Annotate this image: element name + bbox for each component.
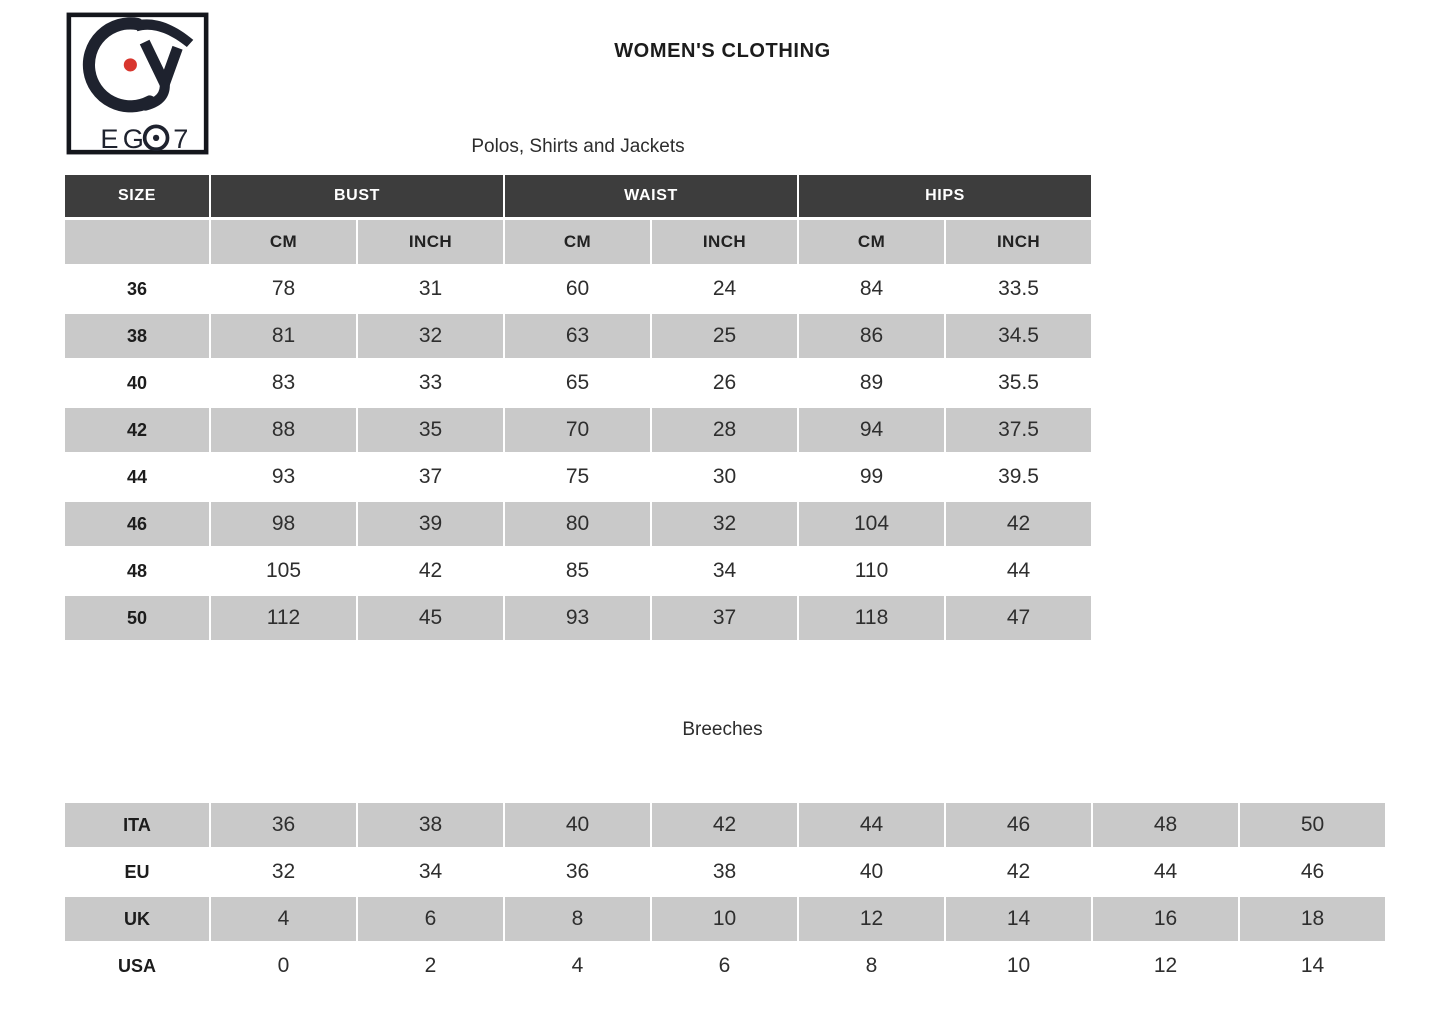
- size-value: 16: [1093, 897, 1238, 941]
- size-column-header: SIZE: [65, 175, 209, 217]
- measurement-value: 35: [358, 408, 503, 452]
- measurement-value: 33.5: [998, 277, 1039, 300]
- size-value: 18: [1240, 897, 1385, 941]
- measurement-value: 37: [652, 596, 797, 640]
- measurement-value: 33: [418, 371, 443, 394]
- size-value: 14: [946, 897, 1091, 941]
- size-value: 42: [1006, 860, 1031, 883]
- size-value: 4: [571, 954, 584, 977]
- size-label: 36: [126, 278, 148, 299]
- size-value: 36: [565, 860, 590, 883]
- measurement-value: 31: [418, 277, 443, 300]
- measurement-value: 34: [712, 559, 737, 582]
- measurement-value: 63: [505, 314, 650, 358]
- size-value: 40: [505, 803, 650, 847]
- units-header-row: [65, 220, 1091, 264]
- size-value: 42: [652, 803, 797, 847]
- measurement-value: 105: [265, 559, 302, 582]
- measurement-value: 93: [271, 465, 296, 488]
- size-value: 6: [358, 897, 503, 941]
- size-value: 46: [1300, 860, 1325, 883]
- measurement-value: 39.5: [998, 465, 1039, 488]
- measurement-value: 88: [211, 408, 356, 452]
- size-value: 34: [418, 860, 443, 883]
- size-value: 38: [358, 803, 503, 847]
- measurement-value: 44: [1006, 559, 1031, 582]
- unit-label: INCH: [652, 220, 797, 264]
- measurement-value: 112: [211, 596, 356, 640]
- waist-group-header: WAIST: [505, 175, 797, 217]
- measurement-value: 110: [854, 559, 889, 582]
- measurement-value: 104: [799, 502, 944, 546]
- unit-label: CM: [799, 220, 944, 264]
- size-value: 2: [424, 954, 437, 977]
- size-value: 32: [271, 860, 296, 883]
- measurement-value: 35.5: [998, 371, 1039, 394]
- measurement-value: 83: [271, 371, 296, 394]
- table-row: [65, 361, 1091, 405]
- bust-group-header: BUST: [211, 175, 503, 217]
- measurement-value: 60: [565, 277, 590, 300]
- unit-label: INCH: [946, 220, 1091, 264]
- measurement-value: 28: [652, 408, 797, 452]
- polos-size-table: [63, 172, 1093, 643]
- size-value: 40: [859, 860, 884, 883]
- horse-head-logo-icon: [66, 12, 209, 155]
- measurement-value: 42: [418, 559, 443, 582]
- measurement-value: 81: [211, 314, 356, 358]
- unit-label: CM: [505, 220, 650, 264]
- brand-logo: [66, 12, 209, 155]
- region-label: USA: [117, 955, 156, 976]
- measurement-value: 45: [358, 596, 503, 640]
- size-value: 4: [211, 897, 356, 941]
- measurement-value: 94: [799, 408, 944, 452]
- measurement-value: 78: [271, 277, 296, 300]
- size-value: 0: [277, 954, 290, 977]
- table-row: [65, 314, 1091, 358]
- measurement-value: 26: [712, 371, 737, 394]
- hips-group-header: HIPS: [799, 175, 1091, 217]
- region-label: EU: [124, 861, 150, 882]
- size-value: 12: [1153, 954, 1178, 977]
- table-row: [65, 803, 1385, 847]
- table-row: [65, 267, 1091, 311]
- measurement-value: 32: [358, 314, 503, 358]
- measurement-value: 80: [505, 502, 650, 546]
- breeches-table-body: [65, 803, 1385, 988]
- measurement-value: 30: [712, 465, 737, 488]
- measurement-value: 85: [565, 559, 590, 582]
- size-label: 40: [126, 372, 148, 393]
- size-value: 12: [799, 897, 944, 941]
- size-value: 10: [652, 897, 797, 941]
- size-value: 14: [1300, 954, 1325, 977]
- table-row: [65, 455, 1091, 499]
- measurement-value: 89: [859, 371, 884, 394]
- region-label: UK: [65, 897, 209, 941]
- measurement-value: 65: [565, 371, 590, 394]
- table-row: [65, 408, 1091, 452]
- size-label: 44: [126, 466, 148, 487]
- polos-table-body: [65, 267, 1091, 640]
- measurement-value: 37.5: [946, 408, 1091, 452]
- table-row: [65, 944, 1385, 988]
- measurement-value: 42: [946, 502, 1091, 546]
- size-value: 46: [946, 803, 1091, 847]
- size-value: 44: [799, 803, 944, 847]
- size-value: 50: [1240, 803, 1385, 847]
- table-row: [65, 850, 1385, 894]
- logo-wordmark-eg: EG: [100, 122, 149, 154]
- measurement-value: 47: [946, 596, 1091, 640]
- unit-label: CM: [211, 220, 356, 264]
- size-label: 46: [65, 502, 209, 546]
- measurement-value: 118: [799, 596, 944, 640]
- breeches-table-title: Breeches: [682, 719, 763, 740]
- size-value: 8: [865, 954, 878, 977]
- measurement-value: 99: [859, 465, 884, 488]
- measurement-value: 93: [505, 596, 650, 640]
- measurement-value: 98: [211, 502, 356, 546]
- size-value: 8: [505, 897, 650, 941]
- size-label: 38: [65, 314, 209, 358]
- measurement-value: 34.5: [946, 314, 1091, 358]
- size-value: 38: [712, 860, 737, 883]
- polos-table-title: Polos, Shirts and Jackets: [471, 136, 685, 157]
- size-value: 44: [1153, 860, 1178, 883]
- size-value: 6: [718, 954, 731, 977]
- size-value: 36: [211, 803, 356, 847]
- measurement-value: 75: [565, 465, 590, 488]
- breeches-size-table: [63, 800, 1387, 991]
- size-label: 48: [126, 560, 148, 581]
- units-corner-cell: [65, 220, 209, 264]
- table-row: [65, 897, 1385, 941]
- measurement-value: 24: [712, 277, 737, 300]
- measurement-value: 37: [418, 465, 443, 488]
- size-label: 50: [65, 596, 209, 640]
- size-value: 10: [1006, 954, 1031, 977]
- table-row: [65, 596, 1091, 640]
- measurement-value: 25: [652, 314, 797, 358]
- page-title: WOMEN'S CLOTHING: [614, 40, 831, 62]
- measurement-value: 32: [652, 502, 797, 546]
- measurement-value: 70: [505, 408, 650, 452]
- size-label: 42: [65, 408, 209, 452]
- table-row: [65, 549, 1091, 593]
- unit-label: INCH: [358, 220, 503, 264]
- region-label: ITA: [65, 803, 209, 847]
- size-value: 48: [1093, 803, 1238, 847]
- table-row: [65, 502, 1091, 546]
- logo-wordmark-7: 7: [173, 122, 189, 154]
- group-header-row: [65, 175, 1091, 217]
- measurement-value: 84: [859, 277, 884, 300]
- measurement-value: 39: [358, 502, 503, 546]
- measurement-value: 86: [799, 314, 944, 358]
